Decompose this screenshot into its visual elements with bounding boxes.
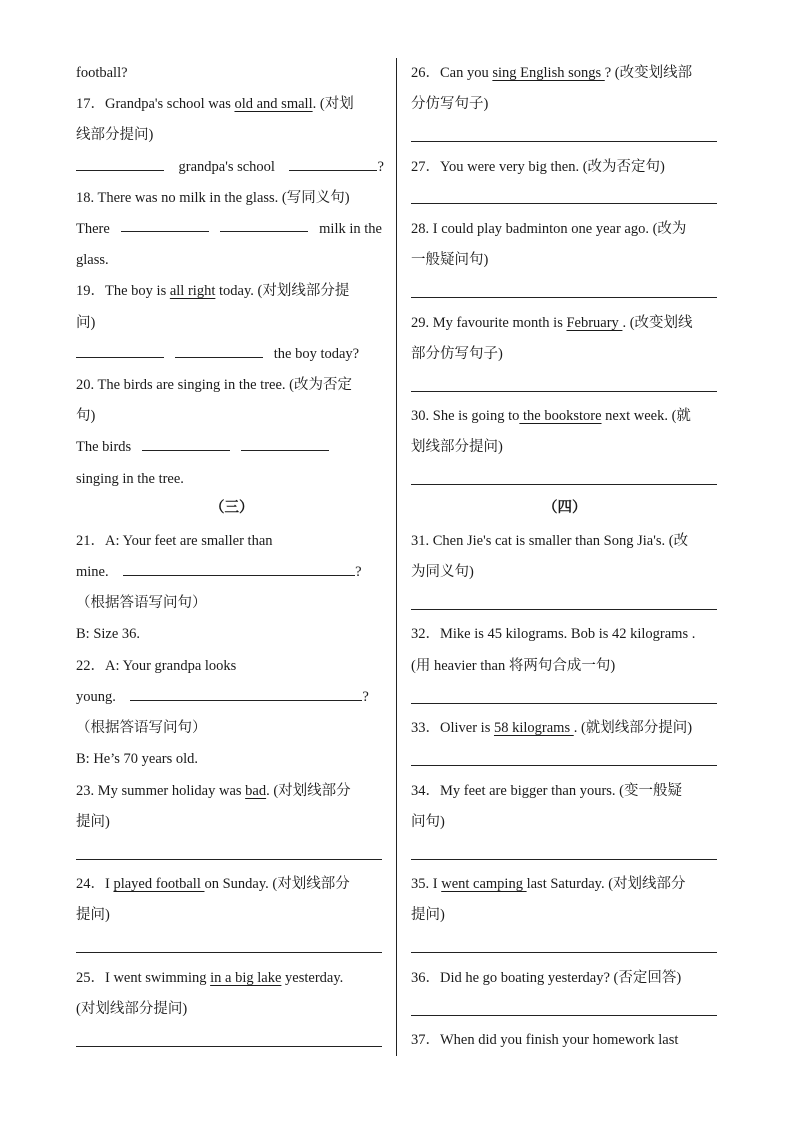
q32-line: 32．Mike is 45 kilograms. Bob is 42 kilograms . bbox=[411, 626, 696, 642]
q30-underlined: the bookstore bbox=[519, 408, 602, 424]
q16-continuation: football? bbox=[76, 65, 128, 81]
section-3-heading: （三） bbox=[210, 500, 254, 516]
q33-line: 33．Oliver is 58 kilograms . (就划线部分提问) bbox=[411, 720, 693, 736]
answer-line[interactable] bbox=[411, 703, 717, 704]
answer-line[interactable] bbox=[411, 484, 717, 485]
q34-line: 34．My feet are bigger than yours. (变一般疑 bbox=[411, 783, 683, 799]
q21-reply: B: Size 36. bbox=[76, 626, 141, 642]
q25-line-2: (对划线部分提问) bbox=[76, 1001, 188, 1017]
q35-line: 35. I went camping last Saturday. (对划线部分 bbox=[411, 876, 686, 892]
q26-underlined: sing English songs bbox=[492, 65, 605, 81]
answer-line[interactable] bbox=[411, 765, 717, 766]
q22-reply: B: He’s 70 years old. bbox=[76, 751, 199, 767]
q26-line-2: 分仿写句子) bbox=[411, 96, 489, 112]
q22-instruction: （根据答语写问句） bbox=[76, 720, 207, 736]
answer-blank[interactable] bbox=[175, 345, 263, 358]
answer-line[interactable] bbox=[411, 952, 717, 953]
section-4-heading: （四） bbox=[543, 500, 587, 516]
q22-line: 22．A: Your grandpa looks bbox=[76, 658, 237, 674]
answer-line[interactable] bbox=[411, 609, 717, 610]
q18-line: 18. There was no milk in the glass. (写同义句) bbox=[76, 190, 350, 206]
q37-line: 37．When did you finish your homework last bbox=[411, 1032, 679, 1048]
q19-answer-line: the boy today? bbox=[76, 344, 359, 364]
answer-line[interactable] bbox=[76, 1046, 382, 1047]
q18-answer-line: There milk in the bbox=[76, 221, 382, 237]
answer-line[interactable] bbox=[411, 203, 717, 204]
q23-line-2: 提问) bbox=[76, 814, 110, 830]
answer-blank[interactable] bbox=[241, 438, 329, 451]
answer-line[interactable] bbox=[411, 141, 717, 142]
q24-underlined: played football bbox=[113, 876, 205, 892]
q24-line-2: 提问) bbox=[76, 907, 110, 923]
answer-line[interactable] bbox=[76, 859, 382, 860]
q19-line: 19．The boy is all right today. (对划线部分提 bbox=[76, 283, 350, 299]
q31-line-2: 为同义句) bbox=[411, 564, 474, 580]
q27-line: 27．You were very big then. (改为否定句) bbox=[411, 159, 665, 175]
q18-line-3: glass. bbox=[76, 252, 109, 268]
answer-blank[interactable] bbox=[130, 688, 362, 701]
q34-line-2: 问句) bbox=[411, 814, 445, 830]
q19-line-2: 问) bbox=[76, 315, 96, 331]
answer-blank[interactable] bbox=[76, 345, 164, 358]
q29-line: 29. My favourite month is February . (改变划线 bbox=[411, 315, 693, 331]
q30-line: 30. She is going to the bookstore next week. (就 bbox=[411, 408, 691, 424]
answer-line[interactable] bbox=[411, 1015, 717, 1016]
q23-underlined: bad bbox=[245, 783, 267, 799]
answer-line[interactable] bbox=[411, 859, 717, 860]
q30-line-2: 划线部分提问) bbox=[411, 439, 503, 455]
q28-line-2: 一般疑问句) bbox=[411, 252, 489, 268]
answer-blank[interactable] bbox=[220, 219, 308, 232]
answer-blank[interactable] bbox=[123, 563, 355, 576]
q25-underlined: in a big lake bbox=[210, 970, 282, 986]
q20-answer-line: The birds bbox=[76, 437, 329, 457]
q17-underlined: old and small bbox=[234, 96, 313, 112]
answer-line[interactable] bbox=[411, 391, 717, 392]
q19-underlined: all right bbox=[169, 283, 216, 299]
answer-blank[interactable] bbox=[121, 219, 209, 232]
q24-line: 24．I played football on Sunday. (对划线部分 bbox=[76, 876, 350, 892]
answer-line[interactable] bbox=[76, 952, 382, 953]
q23-line: 23. My summer holiday was bad. (对划线部分 bbox=[76, 783, 351, 799]
q21-answer-line: mine. ? bbox=[76, 564, 362, 580]
q17-answer-line: grandpa's school ? bbox=[76, 157, 384, 177]
q28-line: 28. I could play badminton one year ago. (改为 bbox=[411, 221, 687, 237]
q17-line: 17．Grandpa's school was old and small. (对划 bbox=[76, 96, 354, 112]
q21-instruction: （根据答语写问句） bbox=[76, 595, 207, 611]
answer-blank[interactable] bbox=[76, 158, 164, 171]
q20-line-4: singing in the tree. bbox=[76, 471, 184, 487]
q33-underlined: 58 kilograms bbox=[493, 720, 574, 736]
q31-line: 31. Chen Jie's cat is smaller than Song Jia's. (改 bbox=[411, 533, 689, 549]
q25-line: 25．I went swimming in a big lake yesterday. bbox=[76, 970, 344, 986]
q35-line-2: 提问) bbox=[411, 907, 445, 923]
q29-underlined: February bbox=[566, 315, 623, 331]
answer-blank[interactable] bbox=[142, 438, 230, 451]
q35-underlined: went camping bbox=[441, 876, 527, 892]
column-divider bbox=[396, 58, 397, 1056]
q32-line-2: (用 heavier than 将两句合成一句) bbox=[411, 658, 616, 674]
q21-line: 21．A: Your feet are smaller than bbox=[76, 533, 273, 549]
q36-line: 36．Did he go boating yesterday? (否定回答) bbox=[411, 970, 682, 986]
q17-line-2: 线部分提问) bbox=[76, 127, 154, 143]
q26-line: 26．Can you sing English songs ? (改变划线部 bbox=[411, 65, 693, 81]
q20-line: 20. The birds are singing in the tree. (改为否定 bbox=[76, 377, 352, 393]
q20-line-2: 句) bbox=[76, 408, 96, 424]
q29-line-2: 部分仿写句子) bbox=[411, 346, 503, 362]
answer-blank[interactable] bbox=[289, 158, 377, 171]
q22-answer-line: young. ? bbox=[76, 689, 369, 705]
answer-line[interactable] bbox=[411, 297, 717, 298]
